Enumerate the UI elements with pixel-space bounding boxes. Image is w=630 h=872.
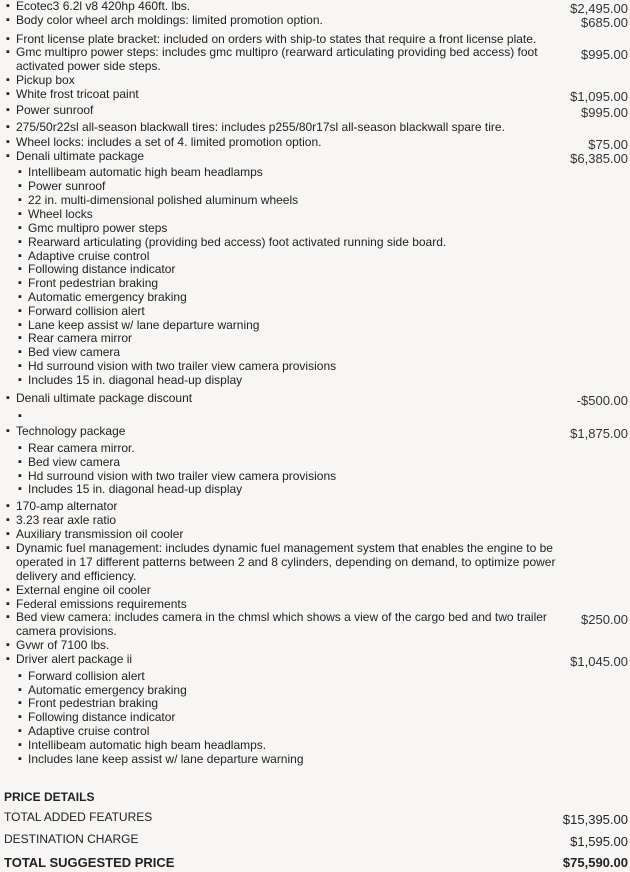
feature-text: Automatic emergency braking bbox=[28, 290, 187, 304]
bullet-icon: ▪ bbox=[6, 514, 10, 526]
feature-price: $1,045.00 bbox=[570, 654, 628, 669]
feature-text: Front license plate bracket: included on orders with ship-to states that require a front license plate. bbox=[16, 32, 537, 46]
bullet-icon: ▪ bbox=[18, 277, 22, 289]
feature-price: $75.00 bbox=[588, 137, 628, 152]
bullet-icon: ▪ bbox=[18, 753, 22, 765]
feature-text: Automatic emergency braking bbox=[28, 683, 187, 697]
bullet-icon: ▪ bbox=[6, 46, 10, 58]
feature-text: Intellibeam automatic high beam headlamps bbox=[28, 165, 263, 179]
bullet-icon: ▪ bbox=[18, 332, 22, 344]
bullet-icon: ▪ bbox=[18, 410, 22, 422]
feature-text: Front pedestrian braking bbox=[28, 276, 159, 290]
feature-price: $1,875.00 bbox=[570, 426, 628, 441]
bullet-icon: ▪ bbox=[18, 222, 22, 234]
bullet-icon: ▪ bbox=[18, 697, 22, 709]
feature-price: $995.00 bbox=[581, 105, 628, 120]
feature-text: Denali ultimate package discount bbox=[16, 391, 193, 405]
feature-text: Ecotec3 6.2l v8 420hp 460ft. lbs. bbox=[16, 0, 191, 13]
feature-text: Technology package bbox=[16, 424, 126, 438]
feature-text: Wheel locks: includes a set of 4. limited promotion option. bbox=[16, 135, 322, 149]
bullet-icon: ▪ bbox=[6, 584, 10, 596]
feature-text: Dynamic fuel management: includes dynamic fuel management system that enables the engine to be operated in 17 different patterns between 2 and 8 cylinders, depending on demand, to optimize power delivery and efficiency. bbox=[16, 541, 556, 583]
feature-text: Denali ultimate package bbox=[16, 149, 145, 163]
feature-text: Rear camera mirror. bbox=[28, 441, 135, 455]
bullet-icon: ▪ bbox=[18, 305, 22, 317]
feature-price: $2,495.00 bbox=[570, 1, 628, 16]
bullet-icon: ▪ bbox=[18, 725, 22, 737]
total-price-value: $75,590.00 bbox=[562, 855, 628, 870]
bullet-icon: ▪ bbox=[6, 425, 10, 437]
bullet-icon: ▪ bbox=[6, 500, 10, 512]
bullet-icon: ▪ bbox=[6, 136, 10, 148]
feature-text: Adaptive cruise control bbox=[28, 724, 150, 738]
bullet-icon: ▪ bbox=[6, 121, 10, 133]
bullet-icon: ▪ bbox=[18, 291, 22, 303]
bullet-icon: ▪ bbox=[6, 33, 10, 45]
bullet-icon: ▪ bbox=[6, 88, 10, 100]
total-price-label: TOTAL SUGGESTED PRICE bbox=[4, 855, 175, 870]
bullet-icon: ▪ bbox=[18, 194, 22, 206]
bullet-icon: ▪ bbox=[18, 360, 22, 372]
bullet-icon: ▪ bbox=[18, 456, 22, 468]
bullet-icon: ▪ bbox=[18, 180, 22, 192]
feature-text: White frost tricoat paint bbox=[16, 87, 139, 101]
feature-text: Gvwr of 7100 lbs. bbox=[16, 638, 110, 652]
feature-text: 22 in. multi-dimensional polished aluminum wheels bbox=[28, 193, 299, 207]
feature-price: -$500.00 bbox=[576, 393, 628, 408]
bullet-icon: ▪ bbox=[6, 104, 10, 116]
feature-text: Rear camera mirror bbox=[28, 331, 133, 345]
feature-text: Gmc multipro power steps: includes gmc multipro (rearward articulating providing bed access) foot activated power side steps. bbox=[16, 45, 538, 73]
feature-text: Includes lane keep assist w/ lane departure warning bbox=[28, 752, 304, 766]
feature-text: Adaptive cruise control bbox=[28, 249, 150, 263]
feature-text: Power sunroof bbox=[16, 103, 94, 117]
bullet-icon: ▪ bbox=[18, 483, 22, 495]
price-details-heading: PRICE DETAILS bbox=[4, 790, 95, 804]
bullet-icon: ▪ bbox=[18, 208, 22, 220]
feature-text: Forward collision alert bbox=[28, 304, 145, 318]
destination-label: DESTINATION CHARGE bbox=[4, 832, 139, 846]
bullet-icon: ▪ bbox=[18, 166, 22, 178]
feature-text: 3.23 rear axle ratio bbox=[16, 513, 117, 527]
feature-text: Following distance indicator bbox=[28, 262, 176, 276]
bullet-icon: ▪ bbox=[18, 739, 22, 751]
feature-price: $6,385.00 bbox=[570, 151, 628, 166]
feature-text: 275/50r22sl all-season blackwall tires: includes p255/80r17sl all-season blackwall spare tire. bbox=[16, 120, 505, 134]
bullet-icon: ▪ bbox=[18, 470, 22, 482]
feature-text: Driver alert package ii bbox=[16, 652, 133, 666]
bullet-icon: ▪ bbox=[18, 346, 22, 358]
bullet-icon: ▪ bbox=[18, 263, 22, 275]
feature-text: Forward collision alert bbox=[28, 669, 145, 683]
bullet-icon: ▪ bbox=[18, 250, 22, 262]
feature-price: $1,095.00 bbox=[570, 89, 628, 104]
feature-text: Gmc multipro power steps bbox=[28, 221, 168, 235]
bullet-icon: ▪ bbox=[6, 150, 10, 162]
total-added-label: TOTAL ADDED FEATURES bbox=[4, 810, 153, 824]
bullet-icon: ▪ bbox=[6, 598, 10, 610]
bullet-icon: ▪ bbox=[6, 528, 10, 540]
feature-text: Hd surround vision with two trailer view camera provisions bbox=[28, 469, 337, 483]
bullet-icon: ▪ bbox=[6, 611, 10, 623]
total-added-value: $15,395.00 bbox=[562, 812, 628, 827]
bullet-icon: ▪ bbox=[6, 542, 10, 554]
feature-text: Bed view camera bbox=[28, 345, 121, 359]
bullet-icon: ▪ bbox=[18, 711, 22, 723]
bullet-icon: ▪ bbox=[18, 319, 22, 331]
feature-text: Includes 15 in. diagonal head-up display bbox=[28, 482, 243, 496]
bullet-icon: ▪ bbox=[18, 374, 22, 386]
bullet-icon: ▪ bbox=[18, 684, 22, 696]
bullet-icon: ▪ bbox=[6, 14, 10, 26]
feature-text: Lane keep assist w/ lane departure warning bbox=[28, 318, 260, 332]
feature-text: Body color wheel arch moldings: limited promotion option. bbox=[16, 13, 323, 27]
bullet-icon: ▪ bbox=[6, 74, 10, 86]
bullet-icon: ▪ bbox=[18, 236, 22, 248]
feature-text: Wheel locks bbox=[28, 207, 93, 221]
feature-text: Front pedestrian braking bbox=[28, 696, 159, 710]
feature-text: Following distance indicator bbox=[28, 710, 176, 724]
bullet-icon: ▪ bbox=[6, 639, 10, 651]
bullet-icon: ▪ bbox=[18, 670, 22, 682]
feature-text: Bed view camera: includes camera in the chmsl which shows a view of the cargo bed and two trailer camera provisions. bbox=[16, 610, 547, 638]
feature-text: Bed view camera bbox=[28, 455, 121, 469]
feature-price: $685.00 bbox=[581, 15, 628, 30]
feature-text: External engine oil cooler bbox=[16, 583, 151, 597]
feature-text: Includes 15 in. diagonal head-up display bbox=[28, 373, 243, 387]
feature-text: Rearward articulating (providing bed access) foot activated running side board. bbox=[28, 235, 447, 249]
bullet-icon: ▪ bbox=[6, 392, 10, 404]
bullet-icon: ▪ bbox=[6, 653, 10, 665]
bullet-icon: ▪ bbox=[18, 442, 22, 454]
feature-text: Pickup box bbox=[16, 73, 75, 87]
feature-text: Hd surround vision with two trailer view camera provisions bbox=[28, 359, 337, 373]
feature-text: Auxiliary transmission oil cooler bbox=[16, 527, 184, 541]
feature-text: Power sunroof bbox=[28, 179, 106, 193]
feature-text: Federal emissions requirements bbox=[16, 597, 187, 611]
feature-price: $995.00 bbox=[581, 47, 628, 62]
bullet-icon: ▪ bbox=[6, 0, 10, 12]
feature-price: $250.00 bbox=[581, 612, 628, 627]
destination-value: $1,595.00 bbox=[570, 834, 628, 849]
feature-text: 170-amp alternator bbox=[16, 499, 118, 513]
feature-text: Intellibeam automatic high beam headlamps. bbox=[28, 738, 267, 752]
